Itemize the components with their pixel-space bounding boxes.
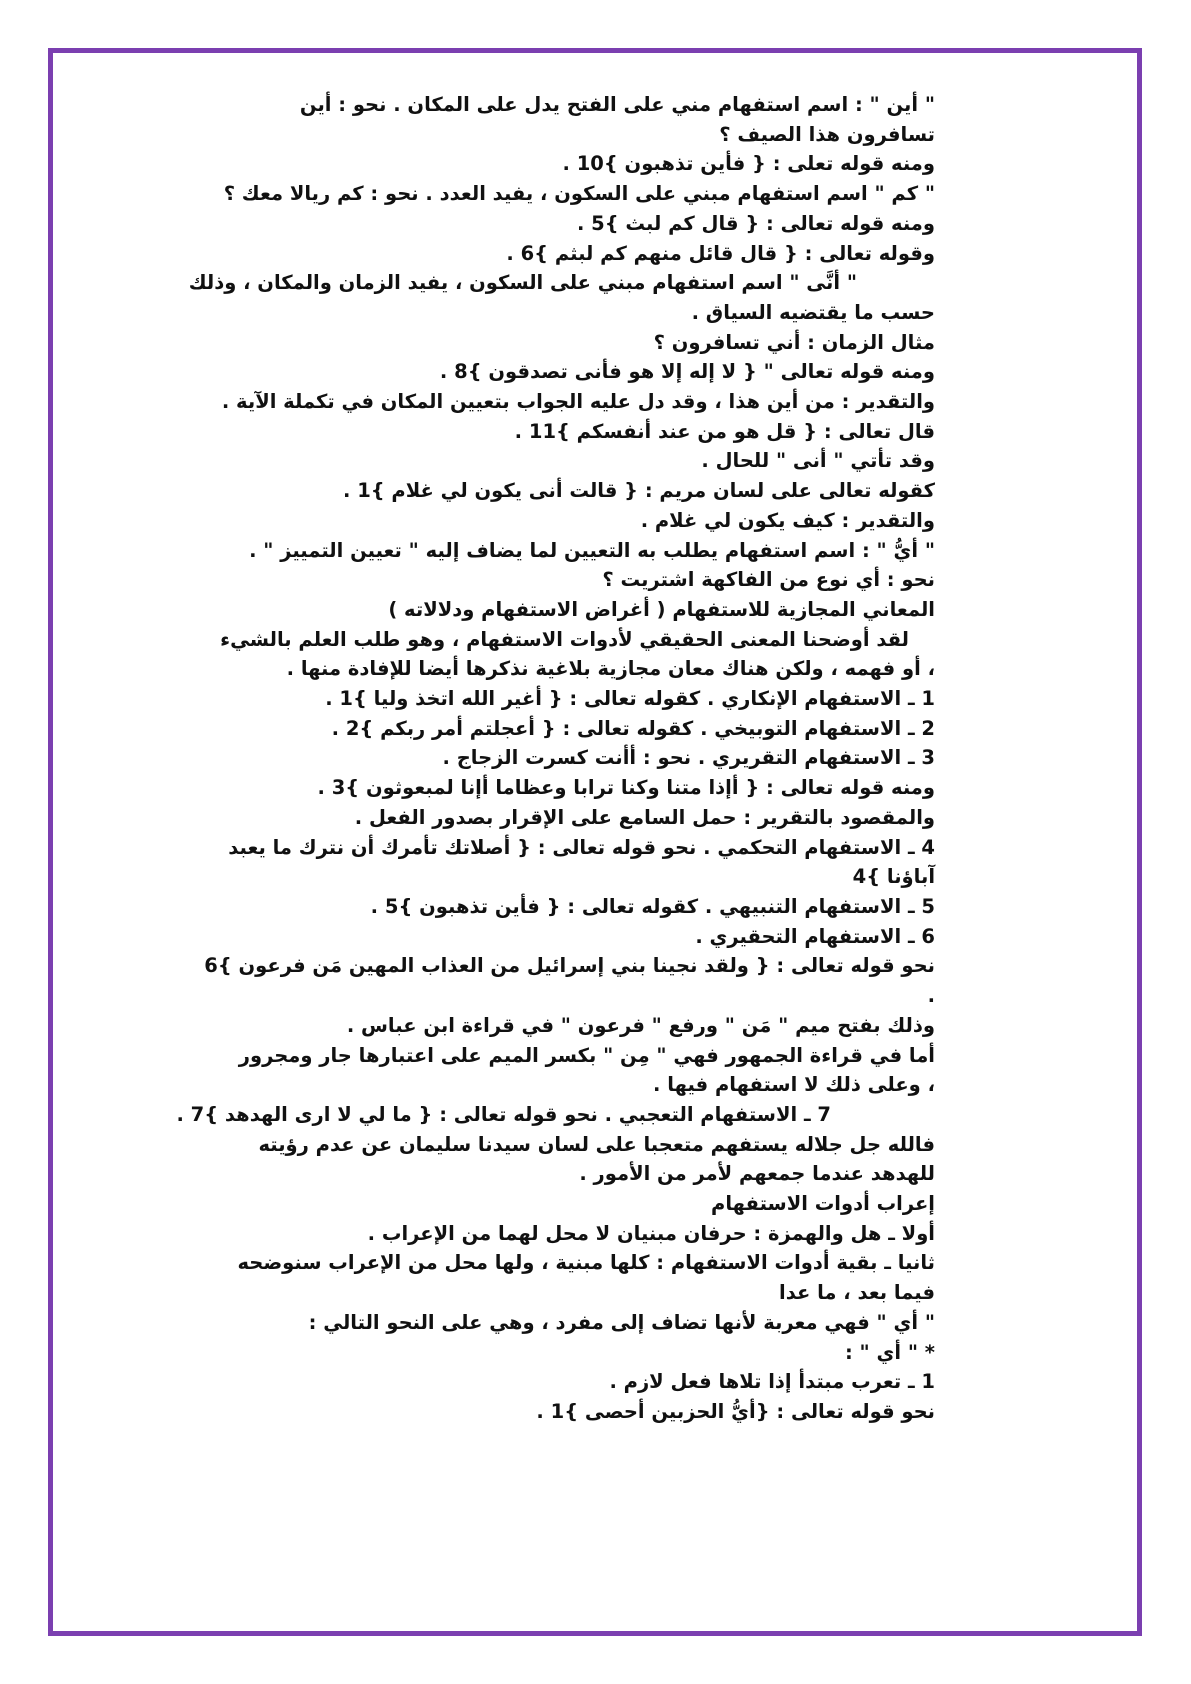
text-line-21: 1 ـ الاستفهام الإنكاري . كقوله تعالى : { أغير الله اتخذ وليا }1 . bbox=[325, 687, 935, 711]
text-line-17: نحو : أي نوع من الفاكهة اشتريت ؟ bbox=[602, 568, 935, 592]
text-line-24: ومنه قوله تعالى : { أإذا متنا وكنا ترابا وعظاما أإنا لمبعوثون }3 . bbox=[317, 776, 935, 800]
text-line-29: 6 ـ الاستفهام التحقيري . bbox=[695, 924, 935, 948]
text-line-41: فيما بعد ، ما عدا bbox=[779, 1281, 935, 1305]
text-line-28: 5 ـ الاستفهام التنبيهي . كقوله تعالى : { فأين تذهبون }5 . bbox=[370, 894, 935, 918]
text-line-1: " أين " : اسم استفهام مني على الفتح يدل على المكان . نحو : أين bbox=[299, 93, 935, 116]
section-heading-figurative-meanings: المعاني المجازية للاستفهام ( أغراض الاستفهام ودلالاته ) bbox=[388, 597, 935, 621]
text-line-27: آباؤنا }4 bbox=[852, 865, 935, 889]
text-line-13: وقد تأتي " أنى " للحال . bbox=[701, 449, 935, 473]
text-line-12: قال تعالى : { قل هو من عند أنفسكم }11 . bbox=[514, 419, 935, 443]
text-line-10: ومنه قوله تعالى " { لا إله إلا هو فأنى تصدقون }8 . bbox=[439, 360, 935, 384]
text-line-15: والتقدير : كيف يكون لي غلام . bbox=[640, 508, 935, 532]
text-line-39: أولا ـ هل والهمزة : حرفان مبنيان لا محل لهما من الإعراب . bbox=[367, 1221, 935, 1245]
text-line-22: 2 ـ الاستفهام التوبيخي . كقوله تعالى : { أعجلتم أمر ربكم }2 . bbox=[331, 716, 935, 740]
text-line-40: ثانيا ـ بقية أدوات الاستفهام : كلها مبنية ، ولها محل من الإعراب سنوضحه bbox=[237, 1251, 935, 1275]
text-line-36: فالله جل جلاله يستفهم متعجبا على لسان سيدنا سليمان عن عدم رؤيته bbox=[258, 1132, 935, 1156]
text-line-20: ، أو فهمه ، ولكن هناك معان مجازية بلاغية نذكرها أيضا للإفادة منها . bbox=[286, 657, 935, 681]
text-line-23: 3 ـ الاستفهام التقريري . نحو : أأنت كسرت الزجاج . bbox=[442, 746, 935, 770]
text-line-35: 7 ـ الاستفهام التعجبي . نحو قوله تعالى : { ما لي لا ارى الهدهد }7 . bbox=[176, 1102, 831, 1126]
document-body bbox=[176, 90, 935, 1427]
text-line-16: " أيُّ " : اسم استفهام يطلب به التعيين لما يضاف إليه " تعيين التمييز " . bbox=[249, 538, 935, 562]
text-line-9: مثال الزمان : أني تسافرون ؟ bbox=[653, 330, 935, 354]
text-line-14: كقوله تعالى على لسان مريم : { قالت أنى يكون لي غلام }1 . bbox=[342, 479, 935, 503]
text-line-37: للهدهد عندما جمعهم لأمر من الأمور . bbox=[579, 1162, 935, 1186]
text-line-42: " أي " فهي معربة لأنها تضاف إلى مفرد ، وهي على النحو التالي : bbox=[308, 1310, 935, 1334]
text-line-2: تسافرون هذا الصيف ؟ bbox=[719, 122, 935, 146]
text-line-11: والتقدير : من أين هذا ، وقد دل عليه الجواب بتعيين المكان في تكملة الآية . bbox=[221, 390, 935, 414]
text-line-32: وذلك بفتح ميم " مَن " ورفع " فرعون " في قراءة ابن عباس . bbox=[346, 1013, 935, 1037]
text-line-33: أما في قراءة الجمهور فهي " مِن " بكسر الميم على اعتبارها جار ومجرور bbox=[238, 1043, 935, 1067]
text-line-34: ، وعلى ذلك لا استفهام فيها . bbox=[653, 1073, 935, 1097]
text-line-30: نحو قوله تعالى : { ولقد نجينا بني إسرائيل من العذاب المهين مَن فرعون }6 bbox=[204, 954, 935, 978]
text-line-25: والمقصود بالتقرير : حمل السامع على الإقرار بصدور الفعل . bbox=[354, 805, 935, 829]
text-line-4: " كم " اسم استفهام مبني على السكون ، يفيد العدد . نحو : كم ريالا معك ؟ bbox=[223, 182, 935, 206]
text-line-19: لقد أوضحنا المعنى الحقيقي لأدوات الاستفهام ، وهو طلب العلم بالشيء bbox=[220, 627, 909, 651]
text-line-5: ومنه قوله تعالى : { قال كم لبث }5 . bbox=[576, 211, 935, 235]
text-line-26: 4 ـ الاستفهام التحكمي . نحو قوله تعالى : { أصلاتك تأمرك أن نترك ما يعبد bbox=[228, 835, 935, 859]
text-line-44: 1 ـ تعرب مبتدأ إذا تلاها فعل لازم . bbox=[609, 1370, 935, 1394]
text-line-45: نحو قوله تعالى : {أيُّ الحزبين أحصى }1 . bbox=[536, 1399, 935, 1423]
text-line-6: وقوله تعالى : { قال قائل منهم كم لبثم }6 . bbox=[506, 241, 935, 265]
text-line-3: ومنه قوله تعلى : { فأين تذهبون }10 . bbox=[562, 152, 935, 176]
text-line-7: " أنَّى " اسم استفهام مبني على السكون ، يفيد الزمان والمكان ، وذلك bbox=[188, 271, 857, 295]
section-heading-parsing: إعراب أدوات الاستفهام bbox=[711, 1192, 935, 1216]
text-line-43: * " أي " : bbox=[844, 1340, 935, 1364]
text-line-8: حسب ما يقتضيه السياق . bbox=[691, 300, 935, 324]
text-line-31: . bbox=[927, 984, 935, 1008]
